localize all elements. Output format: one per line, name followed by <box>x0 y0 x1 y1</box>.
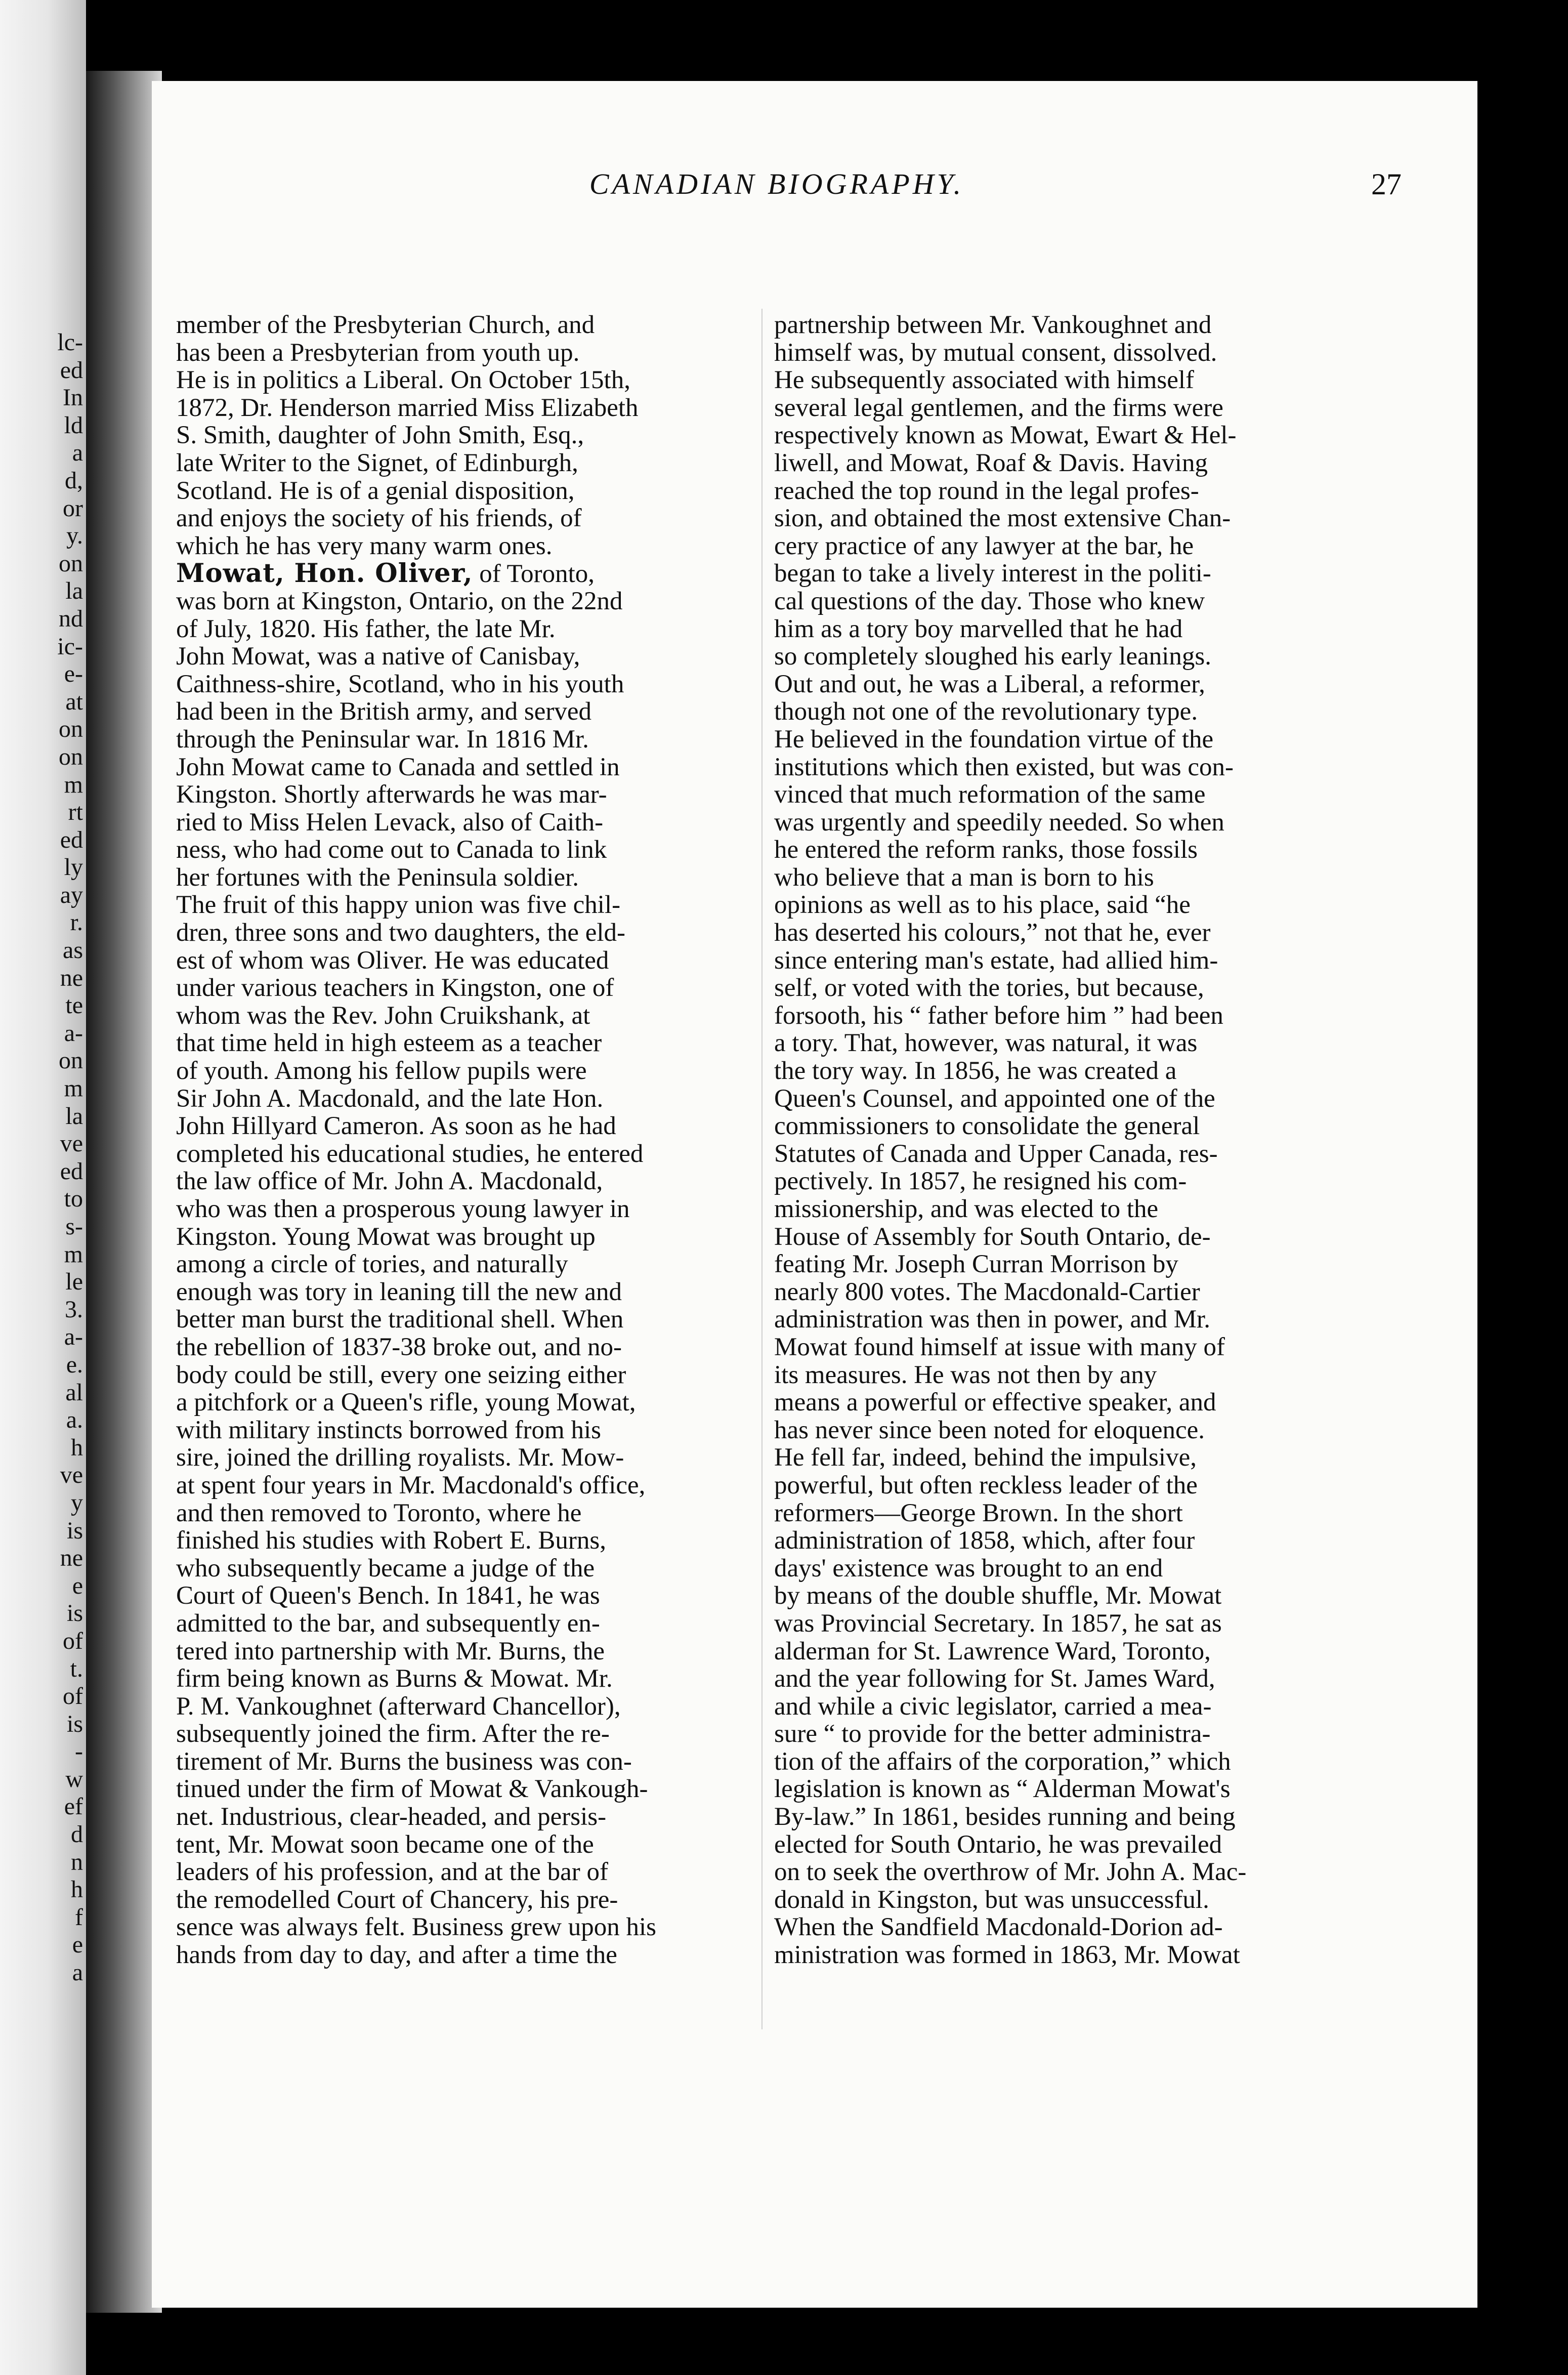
bleed-fragment: ef <box>64 1793 83 1820</box>
bleed-fragment: - <box>75 1738 83 1765</box>
text-line: several legal gentlemen, and the firms were <box>774 394 1223 422</box>
bleed-fragment: a <box>72 439 83 467</box>
text-line <box>176 671 748 698</box>
text-line: opinions as well as to his place, said “he <box>774 891 1191 920</box>
text-line <box>176 698 748 726</box>
line-text: of July, 1820. His father, the late Mr. <box>176 615 556 643</box>
bleed-fragment: nd <box>59 605 83 632</box>
text-line <box>176 1389 748 1416</box>
right-column <box>774 311 1346 1969</box>
text-line <box>176 919 748 947</box>
bleed-fragment: f <box>75 1903 83 1931</box>
text-line <box>176 726 748 754</box>
bleed-fragment: e <box>72 1931 83 1959</box>
text-line: legislation is known as “ Alderman Mowat's <box>774 1775 1231 1804</box>
text-line: the tory way. In 1856, he was created a <box>774 1057 1177 1085</box>
line-text: whom was the Rev. John Cruikshank, at <box>176 1002 590 1030</box>
text-line: Queen's Counsel, and appointed one of the <box>774 1085 1215 1113</box>
bleed-fragment: on <box>59 1047 83 1074</box>
bleed-fragment: a- <box>64 1019 83 1047</box>
bleed-fragment: le <box>65 1268 83 1296</box>
text-line <box>176 311 748 339</box>
bleed-fragment: y. <box>66 522 83 550</box>
line-text: and then removed to Toronto, where he <box>176 1499 582 1527</box>
text-line: himself was, by mutual consent, dissolved. <box>774 339 1217 367</box>
bleed-fragment: te <box>65 992 83 1019</box>
line-text: ness, who had come out to Canada to link <box>176 836 607 864</box>
bleed-fragment: e <box>72 1572 83 1599</box>
bleed-fragment: lc- <box>57 329 83 356</box>
line-text: John Mowat came to Canada and settled in <box>176 753 620 781</box>
text-line <box>176 1361 748 1389</box>
bleed-fragment: e- <box>64 660 83 688</box>
line-text: firm being known as Burns & Mowat. Mr. <box>176 1665 613 1693</box>
bleed-fragment: e. <box>66 1351 83 1378</box>
text-line: cal questions of the day. Those who knew <box>774 587 1205 615</box>
text-line <box>176 1831 748 1859</box>
left-column <box>176 311 748 1969</box>
text-line: self, or voted with the tories, but because, <box>774 974 1204 1002</box>
text-line <box>176 864 748 892</box>
line-text: a pitchfork or a Queen's rifle, young Mowat, <box>176 1389 636 1416</box>
text-line: and the year following for St. James Ward, <box>774 1665 1215 1693</box>
text-line: nearly 800 votes. The Macdonald-Cartier <box>774 1278 1200 1306</box>
line-text: has been a Presbyterian from youth up. <box>176 339 580 367</box>
bleed-fragment: ic- <box>57 633 83 660</box>
line-text: tirement of Mr. Burns the business was con- <box>176 1747 632 1776</box>
text-line: means a powerful or effective speaker, and <box>774 1389 1216 1416</box>
line-text: hands from day to day, and after a time the <box>176 1941 617 1969</box>
text-line <box>176 1085 748 1113</box>
text-line <box>176 1306 748 1334</box>
line-text: John Mowat, was a native of Canisbay, <box>176 643 580 671</box>
line-text: John Hillyard Cameron. As soon as he had <box>176 1112 616 1140</box>
bleed-fragment: ne <box>60 1545 83 1572</box>
bleed-fragment: rt <box>68 799 83 826</box>
bleed-fragment: ed <box>60 356 83 384</box>
text-line <box>176 891 748 919</box>
text-line: who believe that a man is born to his <box>774 863 1154 892</box>
text-line <box>176 1748 748 1776</box>
bleed-fragment: s- <box>65 1213 83 1240</box>
line-text: sence was always felt. Business grew upon his <box>176 1913 656 1942</box>
text-line <box>176 1112 748 1140</box>
text-line: reformers—George Brown. In the short <box>774 1499 1183 1527</box>
text-line <box>176 1472 748 1499</box>
bleed-fragment: ed <box>60 1157 83 1185</box>
bleed-fragment: ve <box>60 1130 83 1157</box>
bleed-fragment: ly <box>64 854 83 881</box>
text-line <box>176 1720 748 1748</box>
text-line <box>176 1334 748 1361</box>
bleed-fragment: d, <box>65 467 83 494</box>
text-line: liwell, and Mowat, Roaf & Davis. Having <box>774 449 1208 477</box>
text-line: ministration was formed in 1863, Mr. Mowat <box>774 1941 1240 1969</box>
text-line: on to seek the overthrow of Mr. John A. Mac- <box>774 1858 1247 1886</box>
text-line: He subsequently associated with himself <box>774 366 1194 394</box>
text-line <box>176 1941 748 1969</box>
text-line <box>176 1195 748 1223</box>
bleed-fragment: m <box>64 771 83 798</box>
text-line: administration was then in power, and Mr. <box>774 1306 1210 1334</box>
line-text: Court of Queen's Bench. In 1841, he was <box>176 1582 600 1610</box>
text-line <box>176 1555 748 1582</box>
column-divider <box>761 309 762 2029</box>
text-line <box>176 1002 748 1030</box>
text-line: was urgently and speedily needed. So when <box>774 808 1224 837</box>
line-text: tent, Mr. Mowat soon became one of the <box>176 1830 594 1859</box>
text-line <box>176 809 748 837</box>
text-line <box>176 422 748 449</box>
facing-page-bleed-through <box>0 329 86 1987</box>
text-line: donald in Kingston, but was unsuccessful. <box>774 1886 1209 1914</box>
text-line <box>176 1858 748 1886</box>
line-text: who subsequently became a judge of the <box>176 1554 595 1582</box>
text-line: forsooth, his “ father before him ” had been <box>774 1002 1223 1030</box>
text-line: him as a tory boy marvelled that he had <box>774 615 1183 643</box>
text-line: powerful, but often reckless leader of the <box>774 1471 1198 1499</box>
line-text: completed his educational studies, he entered <box>176 1140 644 1168</box>
text-line <box>176 615 748 643</box>
bleed-fragment: to <box>64 1185 83 1213</box>
bleed-fragment: or <box>63 494 83 522</box>
text-line: and while a civic legislator, carried a mea- <box>774 1692 1212 1721</box>
text-line <box>176 1582 748 1610</box>
line-text: enough was tory in leaning till the new and <box>176 1278 622 1306</box>
text-line: tion of the affairs of the corporation,” which <box>774 1747 1231 1776</box>
bleed-fragment: a <box>72 1959 83 1986</box>
bleed-fragment: on <box>59 716 83 743</box>
line-text: that time held in high esteem as a teacher <box>176 1029 602 1058</box>
line-text: better man burst the traditional shell. When <box>176 1306 624 1334</box>
bleed-fragment: h <box>71 1434 83 1461</box>
bleed-fragment: la <box>65 1102 83 1130</box>
line-text: of Toronto, <box>473 560 595 588</box>
line-text: Kingston. Shortly afterwards he was mar- <box>176 781 607 809</box>
bleed-fragment: w <box>65 1765 83 1793</box>
line-text: who was then a prosperous young lawyer in <box>176 1195 630 1223</box>
text-line: partnership between Mr. Vankoughnet and <box>774 311 1212 339</box>
text-line: By-law.” In 1861, besides running and being <box>774 1803 1236 1831</box>
bleed-fragment: m <box>64 1075 83 1102</box>
text-line: by means of the double shuffle, Mr. Mowat <box>774 1582 1222 1610</box>
line-text: member of the Presbyterian Church, and <box>176 311 595 339</box>
text-line <box>176 1527 748 1555</box>
line-text: ried to Miss Helen Levack, also of Caith- <box>176 808 604 837</box>
line-text: finished his studies with Robert E. Burns, <box>176 1527 606 1555</box>
text-line: though not one of the revolutionary type. <box>774 698 1198 726</box>
bleed-fragment: on <box>59 550 83 577</box>
line-text: P. M. Vankoughnet (afterward Chancellor), <box>176 1692 621 1721</box>
text-line: was Provincial Secretary. In 1857, he sat as <box>774 1609 1222 1638</box>
line-text: net. Industrious, clear-headed, and persis- <box>176 1803 607 1831</box>
text-line: administration of 1858, which, after four <box>774 1527 1195 1555</box>
bleed-fragment: ve <box>60 1462 83 1489</box>
text-line <box>176 1775 748 1803</box>
line-text: He is in politics a Liberal. On October 15th, <box>176 366 630 394</box>
text-line: missionership, and was elected to the <box>774 1195 1159 1223</box>
line-text: the rebellion of 1837-38 broke out, and no- <box>176 1333 622 1361</box>
line-text: her fortunes with the Peninsula soldier. <box>176 863 579 892</box>
line-text: tinued under the firm of Mowat & Vankough- <box>176 1775 648 1804</box>
page-number: 27 <box>1371 168 1402 201</box>
text-line <box>176 1499 748 1527</box>
line-text: with military instincts borrowed from his <box>176 1416 601 1444</box>
text-line <box>176 1057 748 1085</box>
bleed-fragment: h <box>71 1876 83 1903</box>
bleed-fragment: is <box>66 1517 83 1544</box>
text-line <box>176 754 748 781</box>
text-line <box>176 477 748 505</box>
text-line <box>176 1610 748 1638</box>
text-line: elected for South Ontario, he was prevailed <box>774 1830 1222 1859</box>
line-text: among a circle of tories, and naturally <box>176 1251 568 1278</box>
text-line <box>176 947 748 975</box>
line-text: tered into partnership with Mr. Burns, the <box>176 1637 605 1665</box>
text-line <box>176 394 748 422</box>
line-text: had been in the British army, and served <box>176 698 591 726</box>
bleed-fragment: at <box>65 688 83 715</box>
text-line <box>176 449 748 477</box>
bleed-fragment: a. <box>66 1406 83 1434</box>
text-line: He believed in the foundation virtue of the <box>774 725 1214 754</box>
bleed-fragment: a- <box>64 1323 83 1351</box>
bleed-fragment: ne <box>60 964 83 991</box>
text-line: he entered the reform ranks, those fossils <box>774 836 1198 864</box>
line-text: leaders of his profession, and at the bar of <box>176 1858 608 1886</box>
text-line: institutions which then existed, but was con- <box>774 753 1234 781</box>
text-line: vinced that much reformation of the same <box>774 781 1206 809</box>
line-text: through the Peninsular war. In 1816 Mr. <box>176 725 589 754</box>
line-text: under various teachers in Kingston, one of <box>176 974 614 1002</box>
line-text: at spent four years in Mr. Macdonald's office, <box>176 1471 646 1499</box>
text-line: sion, and obtained the most extensive Chan- <box>774 505 1231 532</box>
text-line <box>176 1665 748 1693</box>
text-line <box>176 836 748 864</box>
bleed-fragment: la <box>65 577 83 605</box>
line-text: the law office of Mr. John A. Macdonald, <box>176 1168 603 1195</box>
text-line <box>176 1140 748 1168</box>
line-text: S. Smith, daughter of John Smith, Esq., <box>176 422 584 449</box>
bleed-fragment: t. <box>70 1655 83 1682</box>
line-text: Caithness-shire, Scotland, who in his youth <box>176 670 624 698</box>
text-line <box>176 1251 748 1278</box>
text-line: Out and out, he was a Liberal, a reformer, <box>774 670 1205 698</box>
text-line <box>176 974 748 1002</box>
line-text: and enjoys the society of his friends, of <box>176 505 582 532</box>
line-text: dren, three sons and two daughters, the eld- <box>176 919 625 947</box>
text-line <box>176 532 748 560</box>
running-head: CANADIAN BIOGRAPHY. <box>589 168 964 200</box>
bleed-fragment: as <box>63 937 83 964</box>
text-line: Mowat found himself at issue with many of <box>774 1333 1225 1361</box>
bleed-fragment: ed <box>60 826 83 853</box>
text-line: House of Assembly for South Ontario, de- <box>774 1223 1211 1251</box>
line-text: 1872, Dr. Henderson married Miss Elizabeth <box>176 394 639 422</box>
line-text: admitted to the bar, and subsequently en- <box>176 1609 600 1638</box>
text-line: commissioners to consolidate the general <box>774 1112 1200 1140</box>
text-line <box>176 366 748 394</box>
line-text: subsequently joined the firm. After the re- <box>176 1720 610 1748</box>
text-line: alderman for St. Lawrence Ward, Toronto, <box>774 1637 1211 1665</box>
line-text: the remodelled Court of Chancery, his pre- <box>176 1886 618 1914</box>
text-line <box>176 588 748 615</box>
line-text: late Writer to the Signet, of Edinburgh, <box>176 449 578 477</box>
text-line: sure “ to provide for the better administra- <box>774 1720 1211 1748</box>
text-line <box>176 781 748 809</box>
bleed-fragment: m <box>64 1240 83 1268</box>
line-text: of youth. Among his fellow pupils were <box>176 1057 587 1085</box>
text-line <box>176 505 748 532</box>
text-line: began to take a lively interest in the politi- <box>774 560 1211 588</box>
bleed-fragment: 3. <box>65 1296 83 1323</box>
line-text: was born at Kingston, Ontario, on the 22nd <box>176 587 623 615</box>
text-line: has deserted his colours,” not that he, ever <box>774 919 1211 947</box>
bleed-fragment: al <box>65 1379 83 1406</box>
bleed-fragment: of <box>63 1627 83 1654</box>
bleed-fragment: ld <box>64 411 83 439</box>
line-text: sire, joined the drilling royalists. Mr. Mow- <box>176 1444 624 1472</box>
text-line <box>176 643 748 671</box>
text-line <box>176 1223 748 1251</box>
bleed-fragment: In <box>63 384 83 411</box>
text-line <box>176 339 748 367</box>
text-line <box>176 1029 748 1057</box>
text-line: has never since been noted for eloquence. <box>774 1416 1205 1444</box>
text-line: a tory. That, however, was natural, it was <box>774 1029 1198 1058</box>
text-line <box>176 1693 748 1721</box>
bleed-fragment: n <box>71 1848 83 1876</box>
text-line: feating Mr. Joseph Curran Morrison by <box>774 1251 1178 1278</box>
bleed-fragment: is <box>66 1710 83 1737</box>
text-line <box>176 1278 748 1306</box>
line-text: Kingston. Young Mowat was brought up <box>176 1223 596 1251</box>
text-line <box>176 1416 748 1444</box>
text-line <box>176 1444 748 1472</box>
bleed-fragment: ay <box>60 881 83 908</box>
line-text: The fruit of this happy union was five chil- <box>176 891 621 920</box>
text-line <box>176 560 748 588</box>
text-line: When the Sandfield Macdonald-Dorion ad- <box>774 1913 1223 1942</box>
text-line <box>176 1886 748 1914</box>
page-header <box>152 167 1402 213</box>
text-line: since entering man's estate, had allied him- <box>774 946 1218 975</box>
text-line <box>176 1168 748 1195</box>
text-line: so completely sloughed his early leanings. <box>774 643 1211 671</box>
text-line <box>176 1638 748 1665</box>
entry-name: Mowat, Hon. Oliver, <box>176 560 473 588</box>
text-line <box>176 1913 748 1941</box>
bleed-fragment: r. <box>70 909 83 936</box>
text-line: days' existence was brought to an end <box>774 1554 1163 1582</box>
text-line: its measures. He was not then by any <box>774 1361 1157 1389</box>
bleed-fragment: y <box>71 1489 83 1516</box>
line-text: which he has very many warm ones. <box>176 532 553 560</box>
bleed-fragment: d <box>71 1821 83 1848</box>
bleed-fragment: is <box>66 1600 83 1627</box>
text-line: respectively known as Mowat, Ewart & Hel- <box>774 422 1237 449</box>
bleed-fragment: on <box>59 743 83 770</box>
text-line: pectively. In 1857, he resigned his com- <box>774 1168 1187 1195</box>
line-text: body could be still, every one seizing either <box>176 1361 626 1389</box>
text-line: cery practice of any lawyer at the bar, he <box>774 532 1194 560</box>
text-line: He fell far, indeed, behind the impulsive, <box>774 1444 1197 1472</box>
text-line: reached the top round in the legal profes- <box>774 477 1199 505</box>
text-line <box>176 1803 748 1831</box>
line-text: est of whom was Oliver. He was educated <box>176 946 609 975</box>
bleed-fragment: of <box>63 1683 83 1710</box>
text-line: Statutes of Canada and Upper Canada, res- <box>774 1140 1218 1168</box>
line-text: Scotland. He is of a genial disposition, <box>176 477 575 505</box>
line-text: Sir John A. Macdonald, and the late Hon. <box>176 1085 604 1113</box>
book-gutter <box>86 71 162 2313</box>
